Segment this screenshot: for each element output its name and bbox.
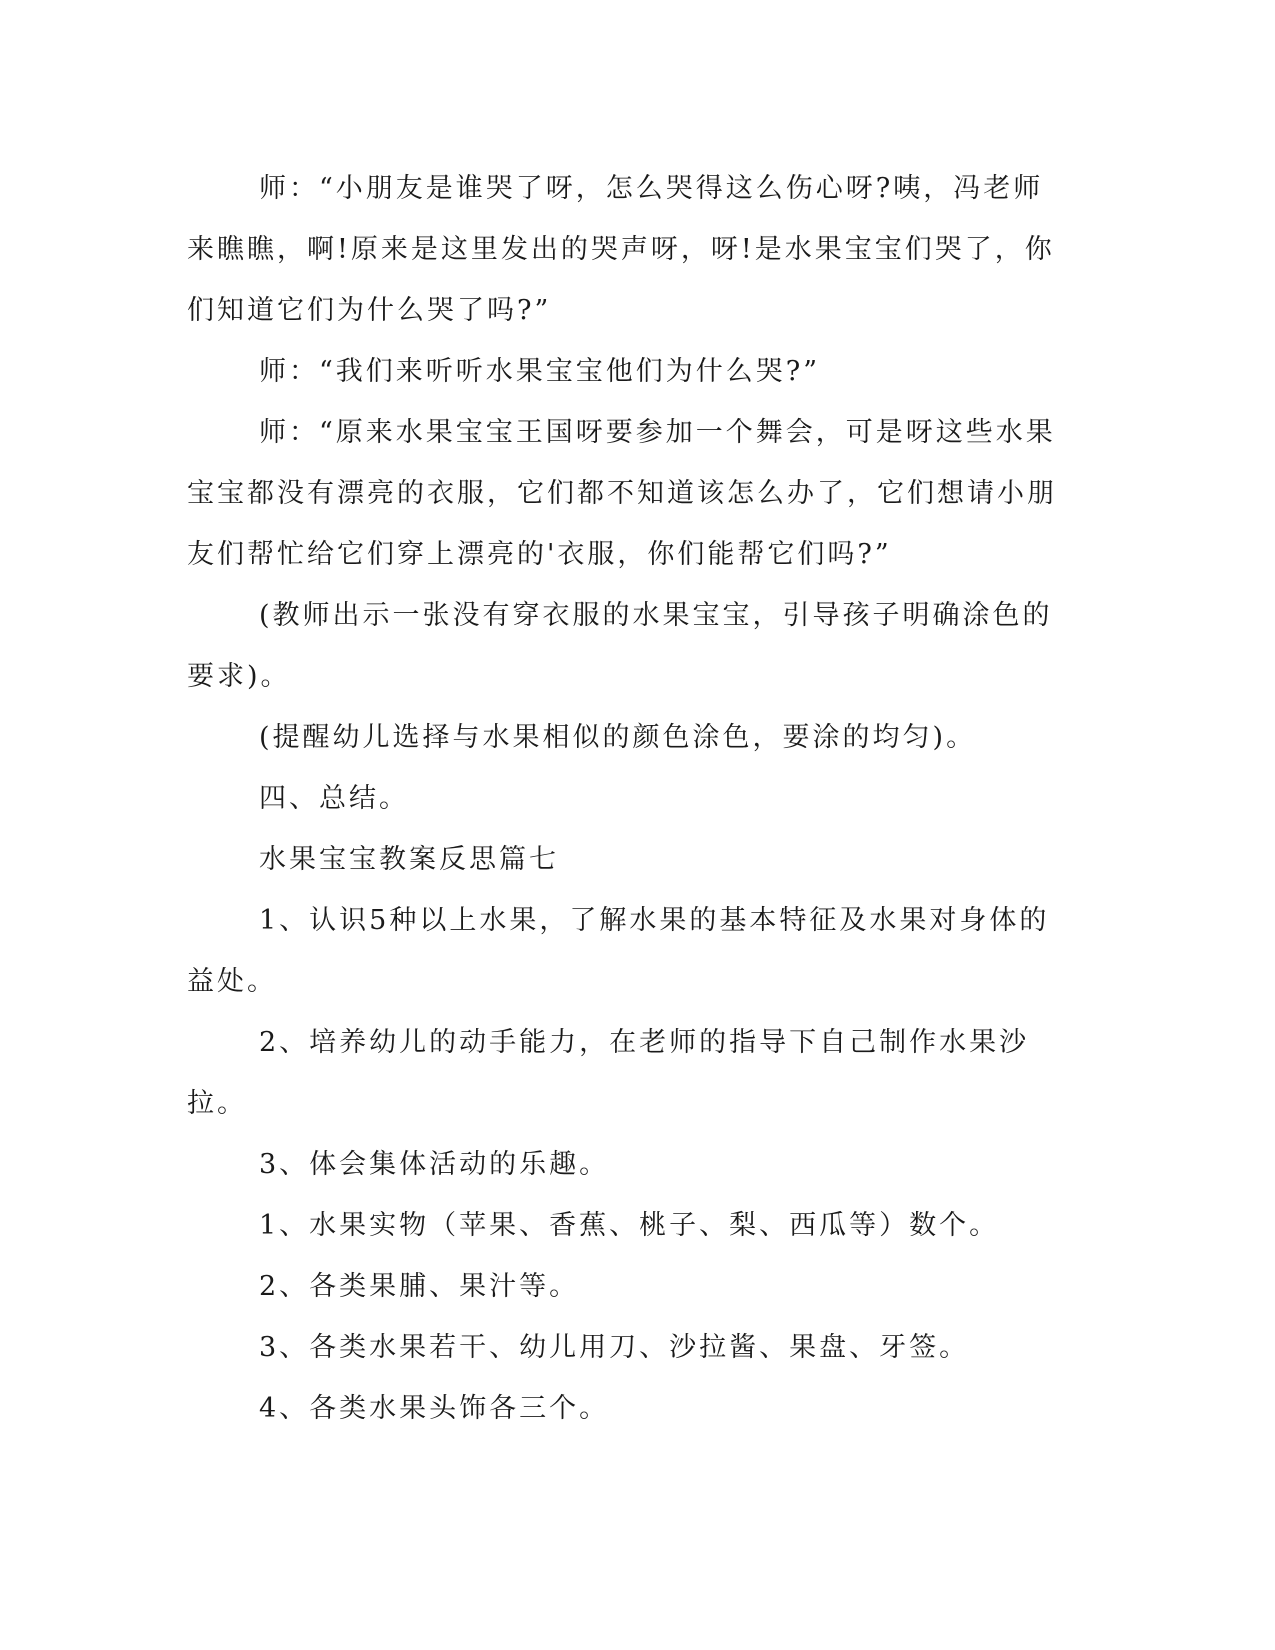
material-item-3: 3、各类水果若干、幼儿用刀、沙拉酱、果盘、牙签。 (259, 1332, 970, 1363)
paragraph-teacher-listen: 师：“我们来听听水果宝宝他们为什么哭?” (259, 356, 821, 387)
paragraph-summary: 四、总结。 (259, 783, 409, 814)
goal-item-3: 3、体会集体活动的乐趣。 (259, 1149, 610, 1180)
document-body (187, 158, 1067, 1439)
paragraph-reminder: (提醒幼儿选择与水果相似的颜色涂色，要涂的均匀)。 (259, 722, 977, 753)
material-item-4: 4、各类水果头饰各三个。 (259, 1393, 610, 1424)
paragraph-teacher-dance: 师：“原来水果宝宝王国呀要参加一个舞会，可是呀这些水果宝宝都没有漂亮的衣服，它们都不知道该怎么办了，它们想请小朋友们帮忙给它们穿上漂亮的'衣服，你们能帮它们吗?” (187, 417, 1057, 570)
section-heading: 水果宝宝教案反思篇七 (259, 844, 559, 875)
paragraph-teacher-crying: 师：“小朋友是谁哭了呀，怎么哭得这么伤心呀?咦，冯老师来瞧瞧，啊!原来是这里发出的哭声呀，呀!是水果宝宝们哭了，你们知道它们为什么哭了吗?” (187, 173, 1055, 326)
material-item-2: 2、各类果脯、果汁等。 (259, 1271, 580, 1302)
paragraph-teacher-shows: (教师出示一张没有穿衣服的水果宝宝，引导孩子明确涂色的要求)。 (187, 600, 1053, 692)
material-item-1: 1、水果实物（苹果、香蕉、桃子、梨、西瓜等）数个。 (259, 1210, 1000, 1241)
goal-item-1: 1、认识5种以上水果，了解水果的基本特征及水果对身体的益处。 (187, 905, 1050, 997)
goal-item-2: 2、培养幼儿的动手能力，在老师的指导下自己制作水果沙拉。 (187, 1027, 1030, 1119)
